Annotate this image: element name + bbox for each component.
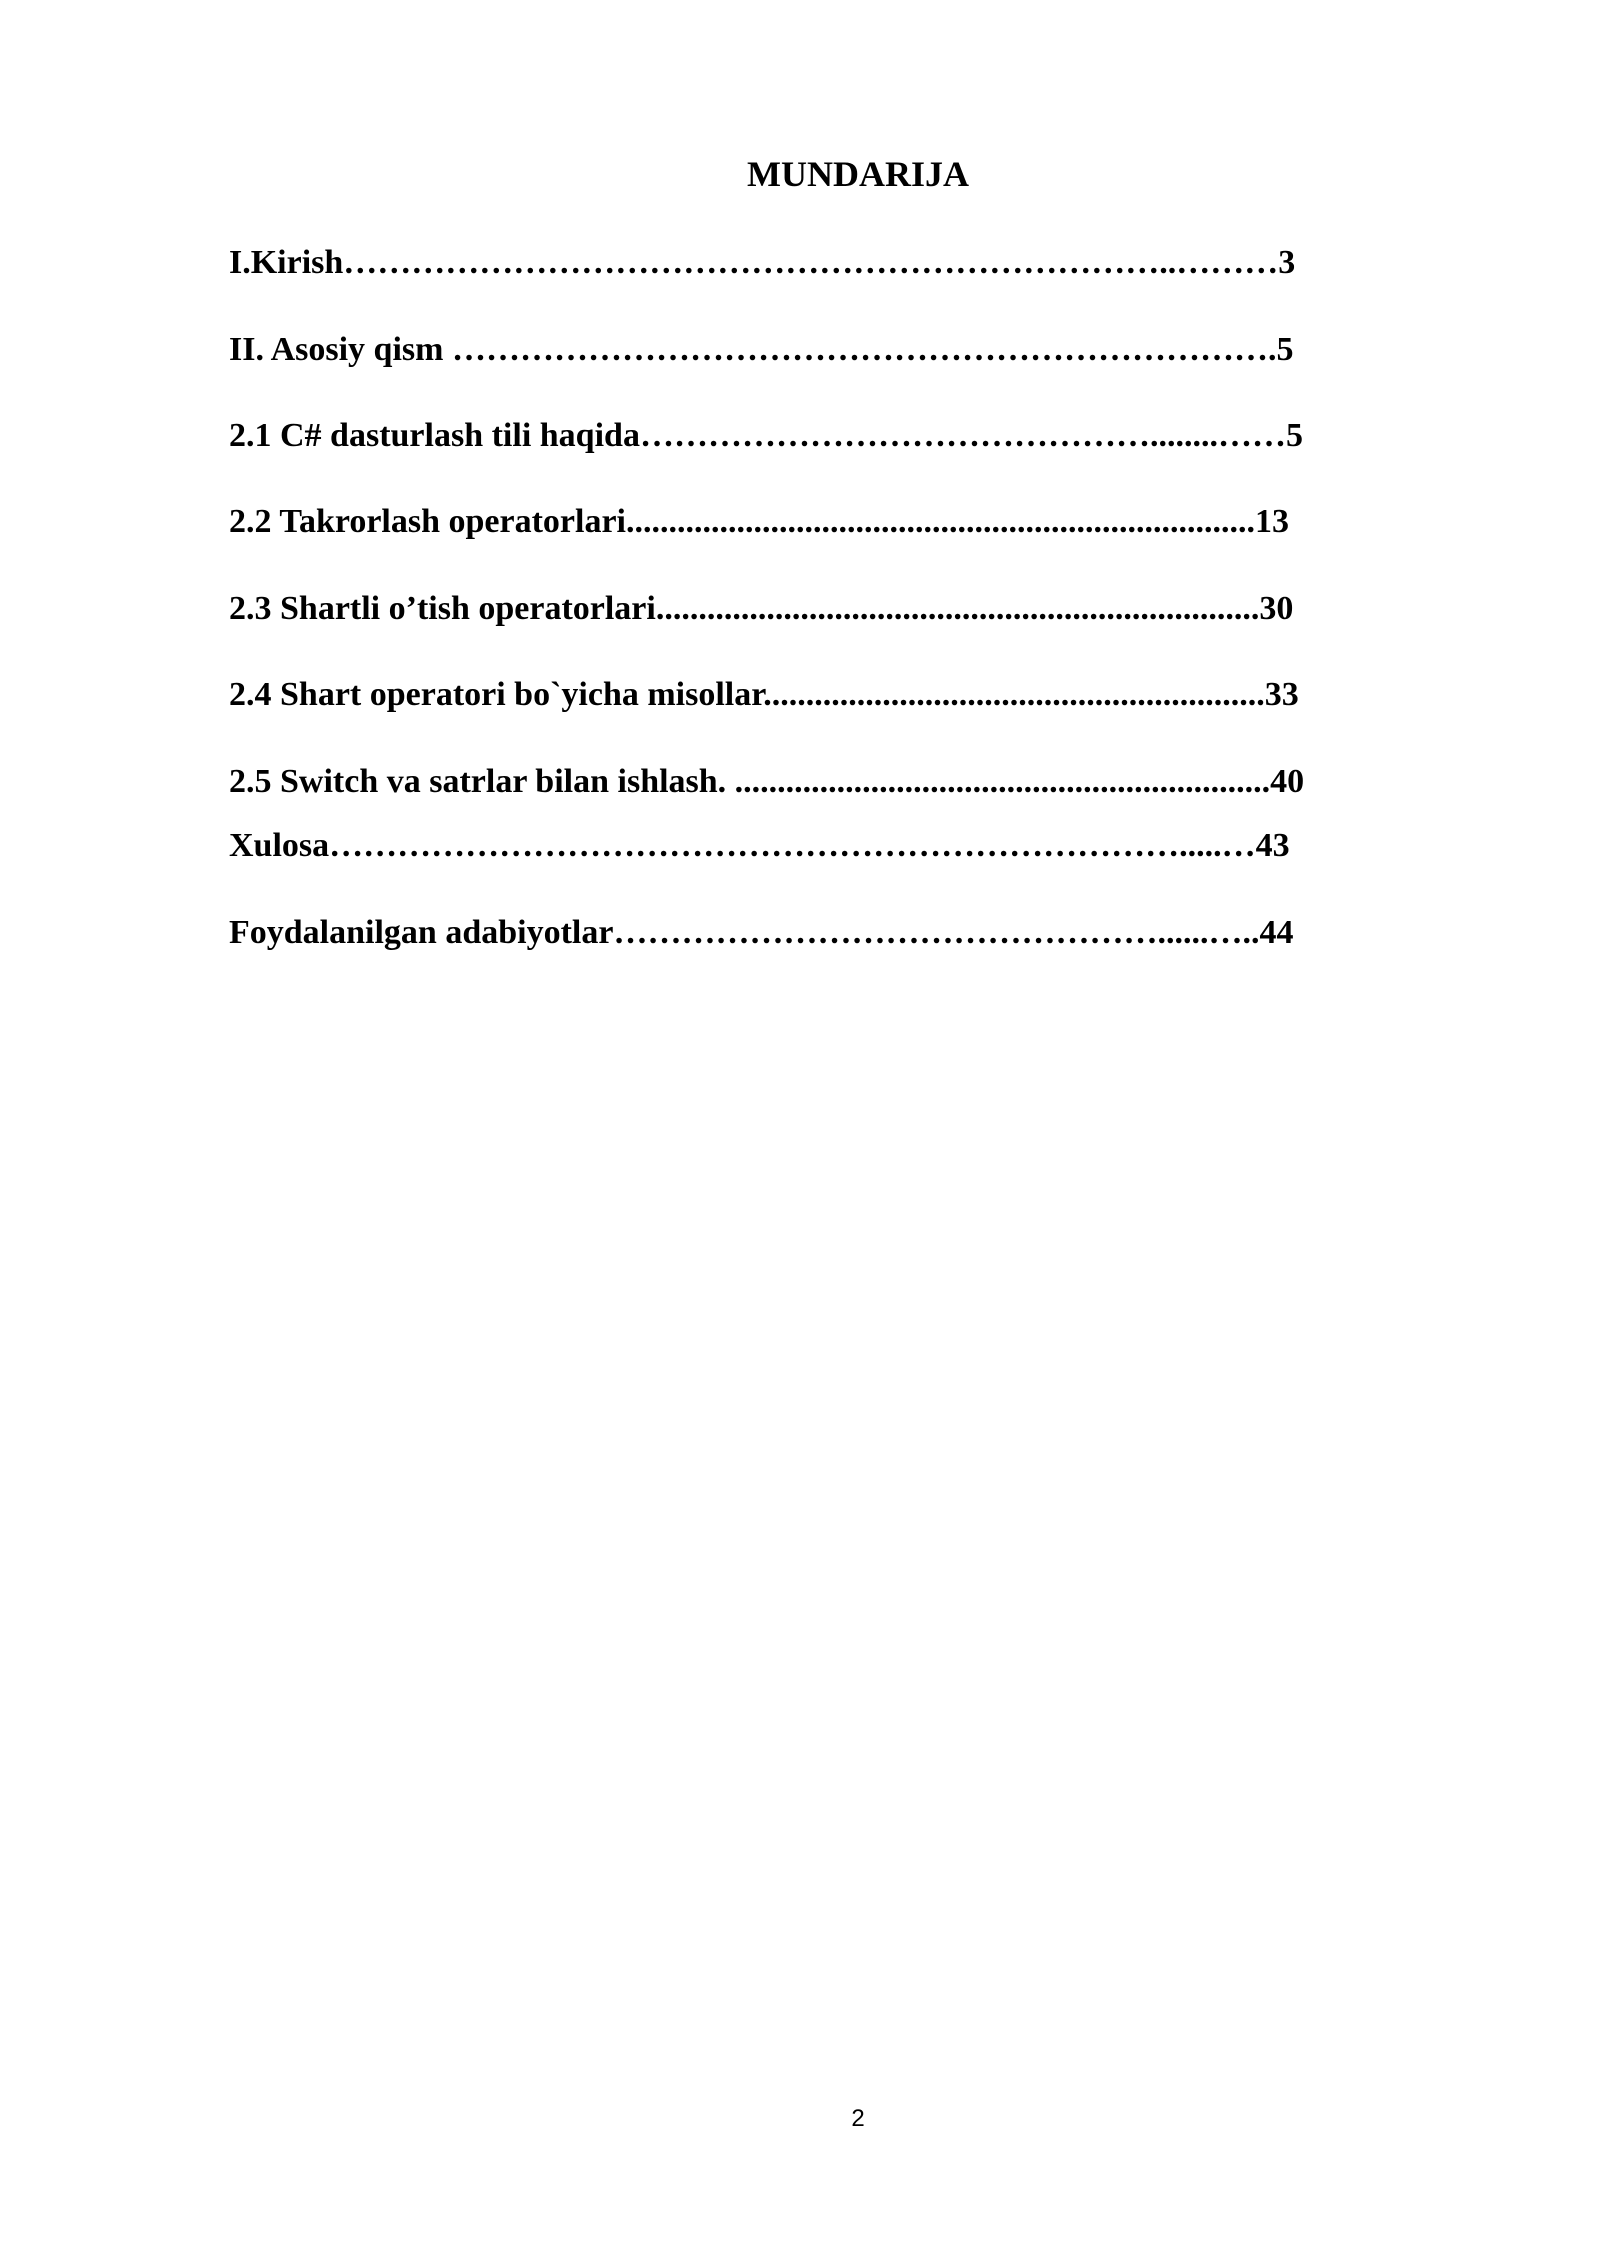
toc-entry-2-1: 2.1 C# dasturlash tili haqida………………………………………........……5	[229, 417, 1303, 454]
toc-title: MUNDARIJA	[747, 154, 969, 194]
toc-entry-kirish: I.Kirish………………………………………………………………..………3	[229, 244, 1296, 281]
toc-entry-2-5: 2.5 Switch va satrlar bilan ishlash. ...............................................................40	[229, 763, 1305, 800]
page-number: 2	[851, 2105, 865, 2132]
toc-entry-2-4: 2.4 Shart operatori bo`yicha misollar...........................................................33	[229, 676, 1299, 713]
toc-entry-2-2: 2.2 Takrorlash operatorlari..........................................................................13	[229, 503, 1289, 540]
toc-entry-2-3: 2.3 Shartli o’tish operatorlari.......................................................................30	[229, 590, 1294, 627]
toc-entry-xulosa: Xulosa………………………………………………………………….....…43	[229, 827, 1290, 864]
toc-entry-adabiyotlar: Foydalanilgan adabiyotlar…………………………………………......…..44	[229, 914, 1294, 951]
toc-entry-asosiy-qism: II. Asosiy qism ……………………………………………………………….5	[229, 331, 1294, 368]
